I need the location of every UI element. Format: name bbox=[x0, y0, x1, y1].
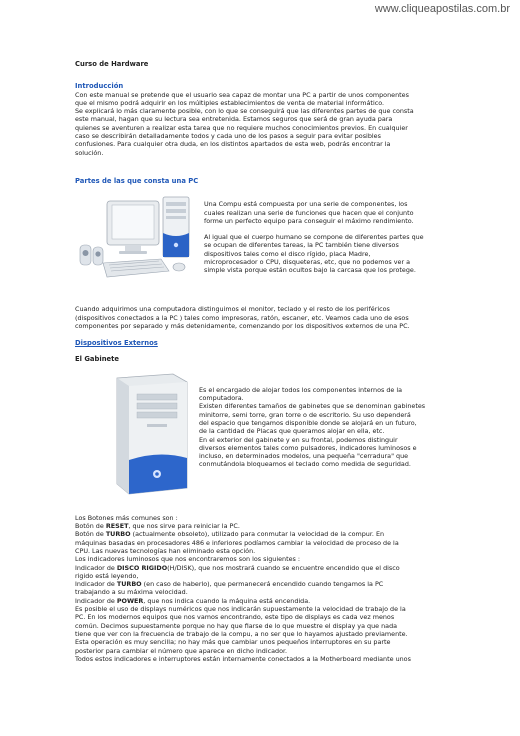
intro-line: confusiones. Para cualquier otra duda, en los distintos apartados de esta web, podrás encontrar la bbox=[75, 140, 391, 149]
intro-line: Se explicará lo más claramente posible, con lo que se conseguirá que las diferentes partes de que consta bbox=[75, 107, 414, 116]
intro-line: quienes se aventuren a realizar esta tarea que no requiere muchos conocimientos previos. En cualquier bbox=[75, 123, 408, 132]
text-line: Los indicadores luminosos que nos encontraremos son los siguientes : bbox=[75, 555, 301, 564]
text-line: Los Botones más comunes son : bbox=[75, 513, 178, 522]
text-line: dispositivos tales como el disco rígido, placa Madre, bbox=[204, 249, 371, 258]
text-line: diversos elementos tales como pulsadores, indicadores luminosos e bbox=[199, 443, 417, 452]
text-line: Todos estos indicadores e interruptores están internamente conectados a la Motherboard mediante unos bbox=[75, 654, 411, 663]
text-line: máquinas basadas en procesadores 486 e inferiores podíamos cambiar la velocidad de proceso de la bbox=[75, 538, 399, 547]
text-line: cuales realizan una serie de funciones que hacen que el conjunto bbox=[204, 208, 414, 217]
text-line: tiene que ver con la frecuencia de trabajo de la compu, a no ser que lo hayamos ajustado previamente. bbox=[75, 629, 408, 638]
text-line: del espacio que tengamos disponible donde se alojará en un futuro, bbox=[199, 418, 417, 427]
text-line: incluso, en determinados modelos, una pequeña "cerradura" que bbox=[199, 452, 409, 461]
text-line: simple vista porque están ocultos bajo la carcasa que los protege. bbox=[204, 266, 416, 275]
power-line: Indicador de POWER, que nos indica cuando la máquina está encendida. bbox=[75, 596, 311, 605]
text-line: CPU. Las nuevas tecnologías han eliminado esta opción. bbox=[75, 546, 256, 555]
text-line: Esta operación es muy sencilla; no hay más que cambiar unos pequeños interruptores en su parte bbox=[75, 638, 391, 647]
text-line: PC. En los modernos equipos que nos vamos encontrando, este tipo de displays es cada vez menos bbox=[75, 613, 395, 622]
text-line: Existen diferentes tamaños de gabinetes que se denominan gabinetes bbox=[199, 402, 426, 411]
text-line: Es el encargado de alojar todos los componentes internos de la bbox=[199, 385, 403, 394]
text-line: común. Decimos supuestamente porque no hay que fiarse de lo que muestre el display ya que nada bbox=[75, 621, 398, 630]
text-line: minitorre, semi torre, gran torre o de escritorio. Su uso dependerá bbox=[199, 410, 411, 419]
text-line: Una Compu está compuesta por una serie de componentes, los bbox=[204, 200, 408, 209]
turbo-line: Botón de TURBO (actualmente obsoleto), utilizado para conmutar la velocidad de la compur. En bbox=[75, 530, 385, 539]
computer-case-image bbox=[99, 372, 195, 496]
document-title: Curso de Hardware bbox=[75, 60, 149, 68]
text-line: (dispositivos conectados a la PC ) tales como impresoras, ratón, escaner, etc. Veamos cada uno de esos bbox=[75, 313, 409, 322]
site-watermark: www.cliqueapostilas.com.br bbox=[374, 3, 510, 15]
intro-line: este manual, hagan que su lectura sea entretenida. Estamos seguros que será de gran ayuda para bbox=[75, 115, 393, 124]
intro-paragraph bbox=[75, 91, 445, 157]
text-line: En el exterior del gabinete y en su frontal, podemos distinguir bbox=[199, 435, 398, 444]
dispositivos-externos-link[interactable]: Dispositivos Externos bbox=[75, 339, 158, 348]
intro-heading: Introducción bbox=[75, 82, 124, 91]
intro-line: Con este manual se pretende que el usuario sea capaz de montar una PC a partir de unos componentes bbox=[75, 90, 409, 99]
text-line: rigido está leyendo, bbox=[75, 571, 139, 580]
text-line: componentes por separado y más detenidamente, comenzando por los dispositivos externos de una PC. bbox=[75, 321, 410, 330]
parts-after-paragraph bbox=[75, 305, 445, 330]
text-line: conmutándola bloqueamos el teclado como medida de seguridad. bbox=[199, 460, 411, 469]
disco-line: Indicador de DISCO RIGIDO(H/DISK), que nos mostrará cuando se encuentre encendido que el disco bbox=[75, 563, 400, 572]
text-line: de la cantidad de Placas que queramos alojar en ella, etc. bbox=[199, 427, 385, 436]
text-line: forme un perfecto equipo para conseguir el máximo rendimiento. bbox=[204, 216, 414, 225]
document-page bbox=[75, 60, 445, 663]
gabinete-side-text bbox=[199, 386, 449, 469]
text-line: Es posible el uso de displays numéricos que nos indicarán supuestamente la velocidad de trabajo de la bbox=[75, 605, 406, 614]
parts-side-text bbox=[204, 193, 449, 274]
text-line: posterior para cambiar el número que aparece en dicho indicador. bbox=[75, 646, 288, 655]
botones-section bbox=[75, 514, 445, 663]
text-line: trabajando a su máxima velocidad. bbox=[75, 588, 188, 597]
iturbo-line: Indicador de TURBO (en caso de haberlo), que permanecerá encendido cuando tengamos la PC bbox=[75, 580, 384, 589]
text-line: computadora. bbox=[199, 394, 244, 403]
parts-heading: Partes de las que consta una PC bbox=[75, 176, 199, 185]
intro-line: que el mismo podrá adquirir en los múltiples establecimientos de venta de material informático. bbox=[75, 98, 385, 107]
text-line: Cuando adquirimos una computadora distinguimos el monitor, teclado y el resto de los periféricos bbox=[75, 305, 390, 314]
text-line: se ocupan de diferentes tareas, la PC también tiene diversos bbox=[204, 241, 399, 250]
intro-line: caso se describirán detalladamente todos y cada uno de los pasos a seguir para evitar posibles bbox=[75, 132, 381, 141]
text-line: Al igual que el cuerpo humano se compone de diferentes partes que bbox=[204, 233, 424, 242]
reset-line: Botón de RESET, que nos sirve para reiniciar la PC. bbox=[75, 522, 240, 531]
text-line: microprocesador o CPU, disqueteras, etc, que no podemos ver a bbox=[204, 258, 411, 267]
gabinete-heading: El Gabinete bbox=[75, 355, 120, 364]
intro-line: solución. bbox=[75, 148, 104, 157]
gabinete-block bbox=[75, 372, 445, 500]
parts-block bbox=[75, 193, 445, 293]
desktop-computer-image bbox=[77, 193, 199, 281]
